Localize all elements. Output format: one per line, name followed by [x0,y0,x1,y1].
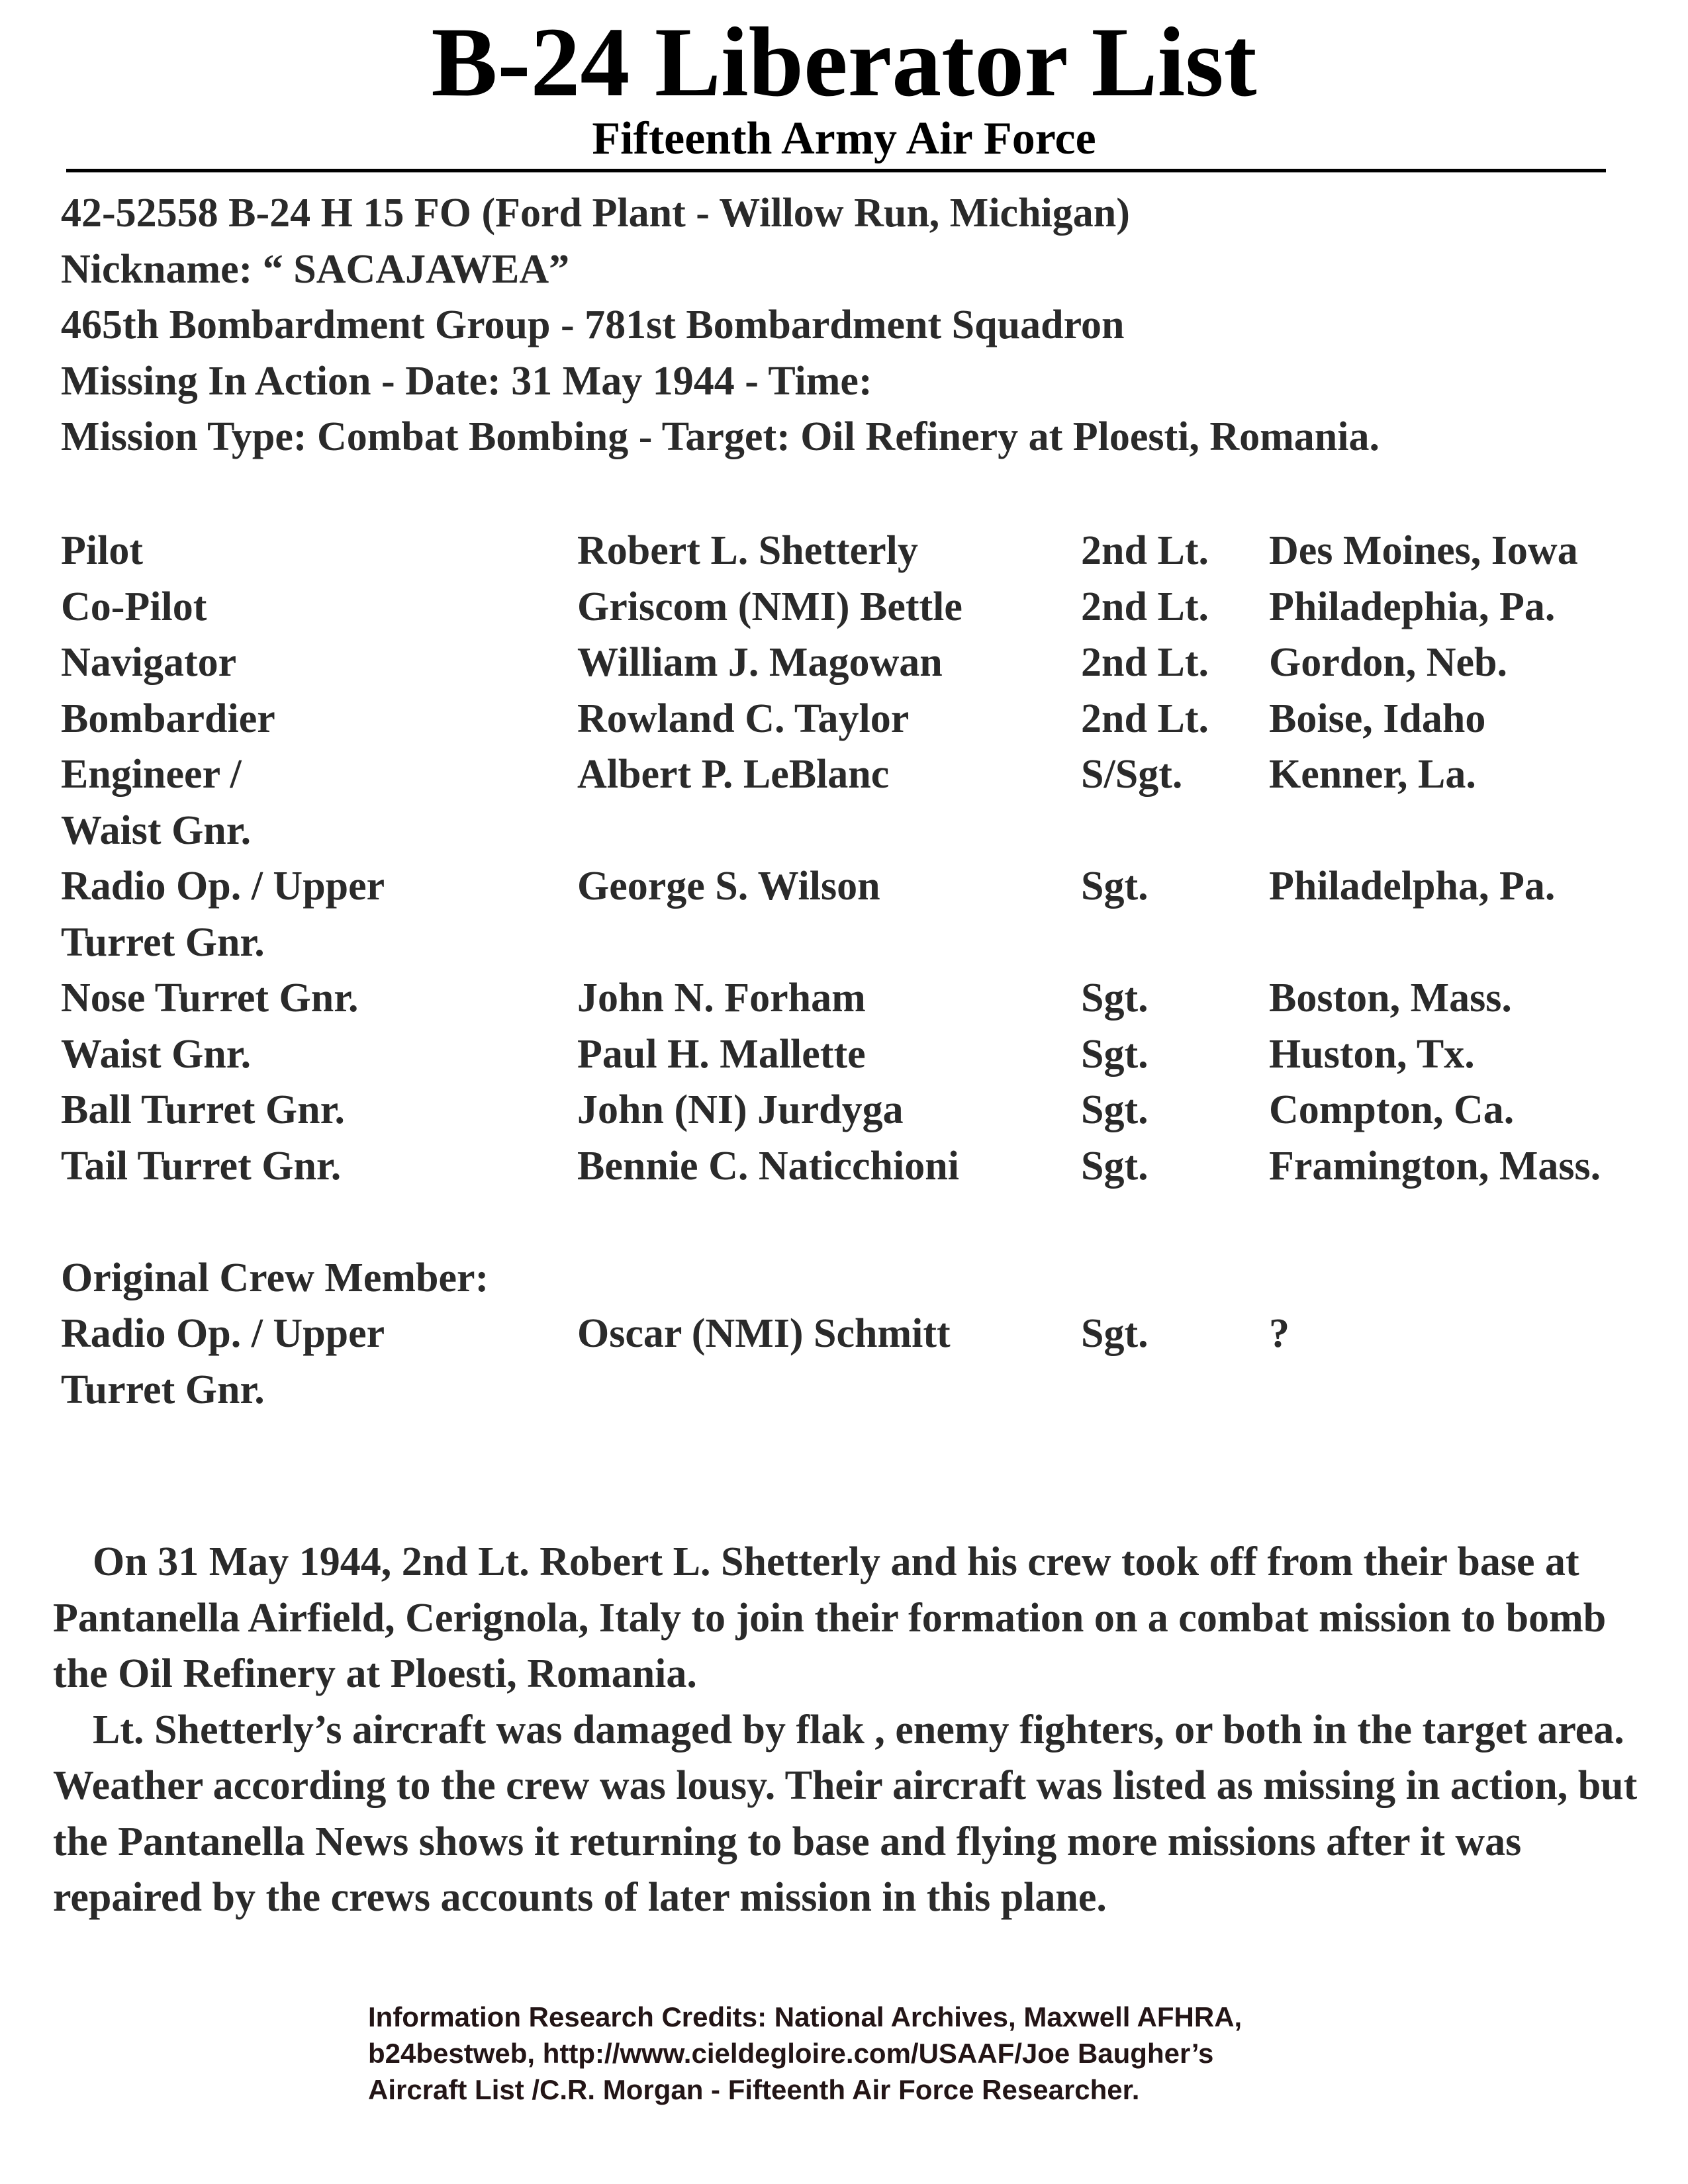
original-crew-row [0,1306,1688,1418]
crew-name: George S. Wilson [577,864,880,909]
mission-line: Mission Type: Combat Bombing - Target: Oil Refinery at Ploesti, Romania. [61,414,1380,459]
credits-line: Information Research Credits: National Archives, Maxwell AFHRA, [368,2001,1243,2032]
crew-rank: 2nd Lt. [1081,640,1209,685]
crew-rank: S/Sgt. [1081,752,1183,797]
crew-role: Radio Op. / Upper Turret Gnr. [61,864,385,965]
crew-spacer [0,1194,1688,1250]
crew-row [0,1138,1688,1195]
crew-rank: Sgt. [1081,864,1149,909]
crew-rank: 2nd Lt. [1081,528,1209,573]
research-credits [368,1999,1626,2108]
page-title [0,9,1688,115]
crew-row [0,523,1688,579]
narrative-paragraph: Lt. Shetterly’s aircraft was damaged by flak , enemy fighters, or both in the target area. Weather according to the crew was lousy. Their aircraft was listed as missing in action, but the Pantanella News shows it returning to base and flying more missions after it was repaired by the crews accounts of later mission in this plane. [53,1707,1638,1920]
crew-rank: 2nd Lt. [1081,584,1209,629]
crew-hometown: Huston, Tx. [1269,1031,1475,1077]
page-title-text: B-24 Liberator List [431,7,1257,117]
narrative [53,1534,1655,1926]
crew-role: Nose Turret Gnr. [61,976,359,1021]
crew-role: Waist Gnr. [61,1031,252,1077]
crew-hometown: Kenner, La. [1269,752,1476,797]
crew-row [0,635,1688,691]
original-crew-heading-row [0,1250,1688,1306]
crew-hometown: Philadephia, Pa. [1269,584,1556,629]
crew-name: Griscom (NMI) Bettle [577,584,962,629]
credits-line: b24bestweb, http://www.cieldegloire.com/USAAF/Joe Baugher’s [368,2038,1214,2069]
crew-name: Albert P. LeBlanc [577,752,890,797]
crew-hometown: Framington, Mass. [1269,1143,1601,1189]
crew-name: Robert L. Shetterly [577,528,918,573]
crew-row [0,579,1688,635]
crew-name: John N. Forham [577,976,866,1021]
crew-table [0,523,1688,1418]
crew-role: Ball Turret Gnr. [61,1087,345,1132]
original-crew-heading: Original Crew Member: [61,1255,489,1300]
crew-name: William J. Magowan [577,640,943,685]
crew-rank: Sgt. [1081,1031,1149,1077]
crew-name: Bennie C. Naticchioni [577,1143,959,1189]
crew-hometown: Gordon, Neb. [1269,640,1507,685]
crew-row [0,858,1688,970]
crew-role: Pilot [61,528,143,573]
page-subtitle-text: Fifteenth Army Air Force [592,113,1096,164]
crew-row [0,747,1688,858]
crew-rank: Sgt. [1081,1143,1149,1189]
crew-role: Tail Turret Gnr. [61,1143,342,1189]
crew-row [0,970,1688,1026]
unit-line: 465th Bombardment Group - 781st Bombardment Squadron [61,302,1125,347]
crew-row [0,1082,1688,1138]
credits-line: Aircraft List /C.R. Morgan - Fifteenth Air Force Researcher. [368,2074,1140,2105]
crew-hometown: Boise, Idaho [1269,696,1486,741]
crew-rank: 2nd Lt. [1081,696,1209,741]
page-subtitle [0,114,1688,164]
serial-line: 42-52558 B-24 H 15 FO (Ford Plant - Willow Run, Michigan) [61,191,1130,236]
crew-name: Paul H. Mallette [577,1031,866,1077]
status-line: Missing In Action - Date: 31 May 1944 - Time: [61,358,872,404]
crew-name: Oscar (NMI) Schmitt [577,1311,951,1356]
crew-rank: Sgt. [1081,976,1149,1021]
crew-role: Navigator [61,640,237,685]
crew-hometown: Boston, Mass. [1269,976,1512,1021]
narrative-paragraph: On 31 May 1944, 2nd Lt. Robert L. Shetterly and his crew took off from their base at Pantanella Airfield, Cerignola, Italy to join their formation on a combat mission to bomb the Oil Refinery at Ploesti, Romania. [53,1539,1607,1696]
nickname-line: Nickname: “ SACAJAWEA” [61,246,570,292]
aircraft-info [61,185,1650,465]
crew-role: Engineer / Waist Gnr. [61,752,252,853]
crew-role: Radio Op. / Upper Turret Gnr. [61,1311,385,1412]
crew-row [0,1026,1688,1083]
crew-name: John (NI) Jurdyga [577,1087,904,1132]
crew-name: Rowland C. Taylor [577,696,910,741]
crew-rank: Sgt. [1081,1311,1149,1356]
crew-hometown: Philadelpha, Pa. [1269,864,1556,909]
crew-hometown: ? [1269,1311,1289,1356]
crew-role: Co-Pilot [61,584,207,629]
crew-rank: Sgt. [1081,1087,1149,1132]
crew-hometown: Des Moines, Iowa [1269,528,1578,573]
crew-row [0,691,1688,747]
header-rule [66,169,1606,173]
crew-role: Bombardier [61,696,275,741]
crew-hometown: Compton, Ca. [1269,1087,1515,1132]
